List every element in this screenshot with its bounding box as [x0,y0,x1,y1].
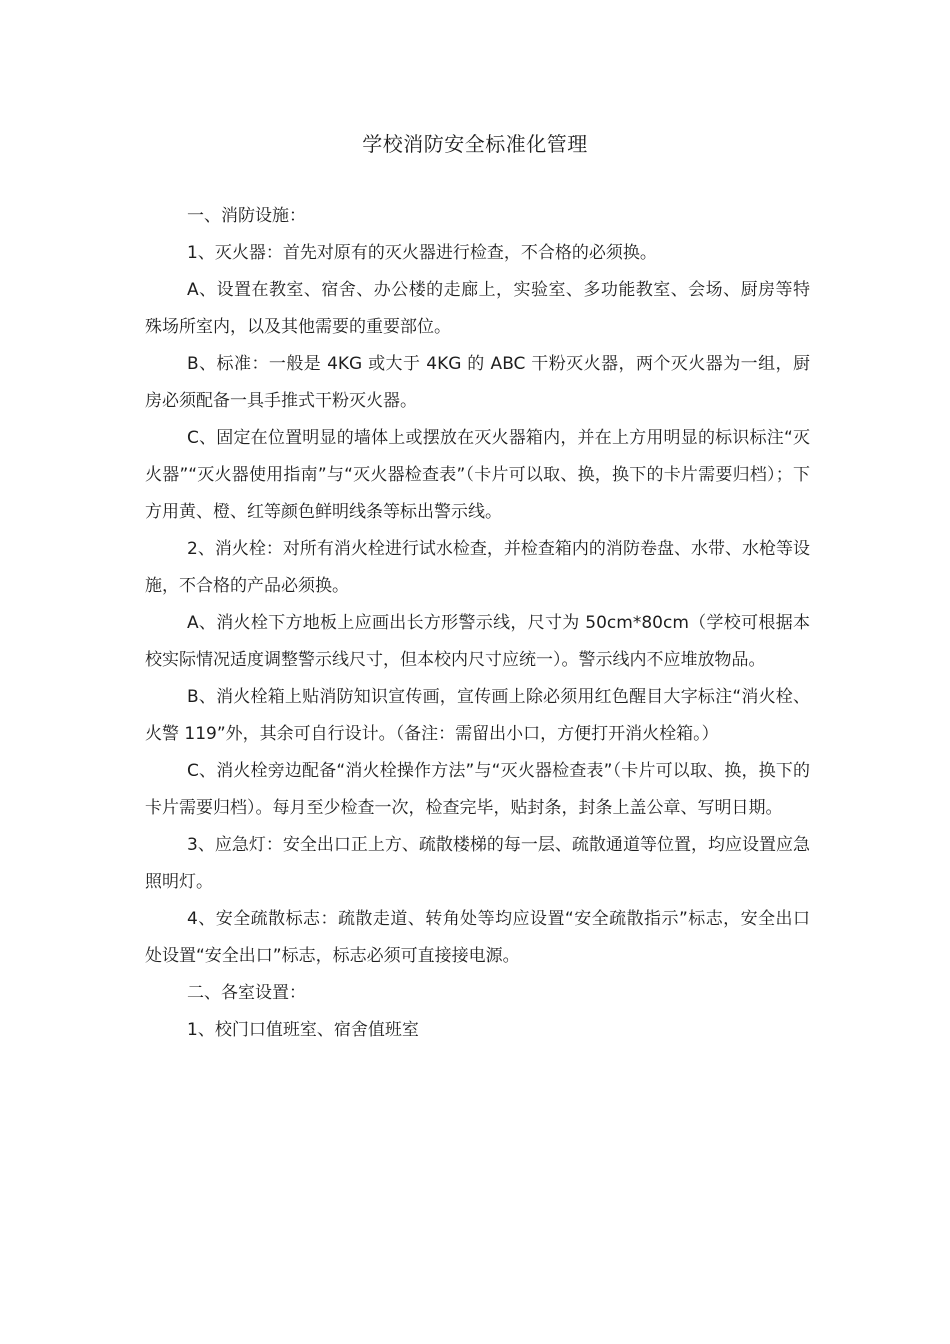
paragraph-evacuation-signs: 4、安全疏散标志：疏散走道、转角处等均应设置“安全疏散指示”标志，安全出口处设置“安全出口”标志，标志必须可直接接电源。 [145,909,810,966]
paragraph-emergency-light: 3、应急灯：安全出口正上方、疏散楼梯的每一层、疏散通道等位置，均应设置应急照明灯。 [145,835,810,892]
paragraph-hydrant-c: C、消火栓旁边配备“消火栓操作方法”与“灭火器检查表”（卡片可以取、换，换下的卡片需要归档）。每月至少检查一次，检查完毕，贴封条，封条上盖公章、写明日期。 [145,761,810,818]
paragraph-hydrant: 2、消火栓：对所有消火栓进行试水检查，并检查箱内的消防卷盘、水带、水枪等设施，不合格的产品必须换。 [145,539,810,596]
paragraph-hydrant-b: B、消火栓箱上贴消防知识宣传画，宣传画上除必须用红色醒目大字标注“消火栓、火警 119”外，其余可自行设计。（备注：需留出小口，方便打开消火栓箱。） [145,687,810,744]
section-heading-fire-facilities: 一、消防设施： [187,206,306,226]
section-heading-room-setup: 二、各室设置： [187,983,306,1003]
paragraph-duty-rooms: 1、校门口值班室、宿舍值班室 [187,1020,419,1040]
document-body [145,198,810,1049]
paragraph-hydrant-a: A、消火栓下方地板上应画出长方形警示线，尺寸为 50cm*80cm（学校可根据本校实际情况适度调整警示线尺寸，但本校内尺寸应统一）。警示线内不应堆放物品。 [145,613,810,670]
document-title: 学校消防安全标准化管理 [362,132,588,156]
paragraph-extinguisher-c: C、固定在位置明显的墙体上或摆放在灭火器箱内，并在上方用明显的标识标注“灭火器”“灭火器使用指南”与“灭火器检查表”（卡片可以取、换，换下的卡片需要归档）；下方用黄、橙、红等颜色鲜明线条等标出警示线。 [145,428,810,522]
paragraph-extinguisher: 1、灭火器：首先对原有的灭火器进行检查，不合格的必须换。 [187,243,657,263]
paragraph-extinguisher-a: A、设置在教室、宿舍、办公楼的走廊上，实验室、多功能教室、会场、厨房等特殊场所室内，以及其他需要的重要部位。 [145,280,810,337]
paragraph-extinguisher-b: B、标准：一般是 4KG 或大于 4KG 的 ABC 干粉灭火器，两个灭火器为一组，厨房必须配备一具手推式干粉灭火器。 [145,354,810,411]
